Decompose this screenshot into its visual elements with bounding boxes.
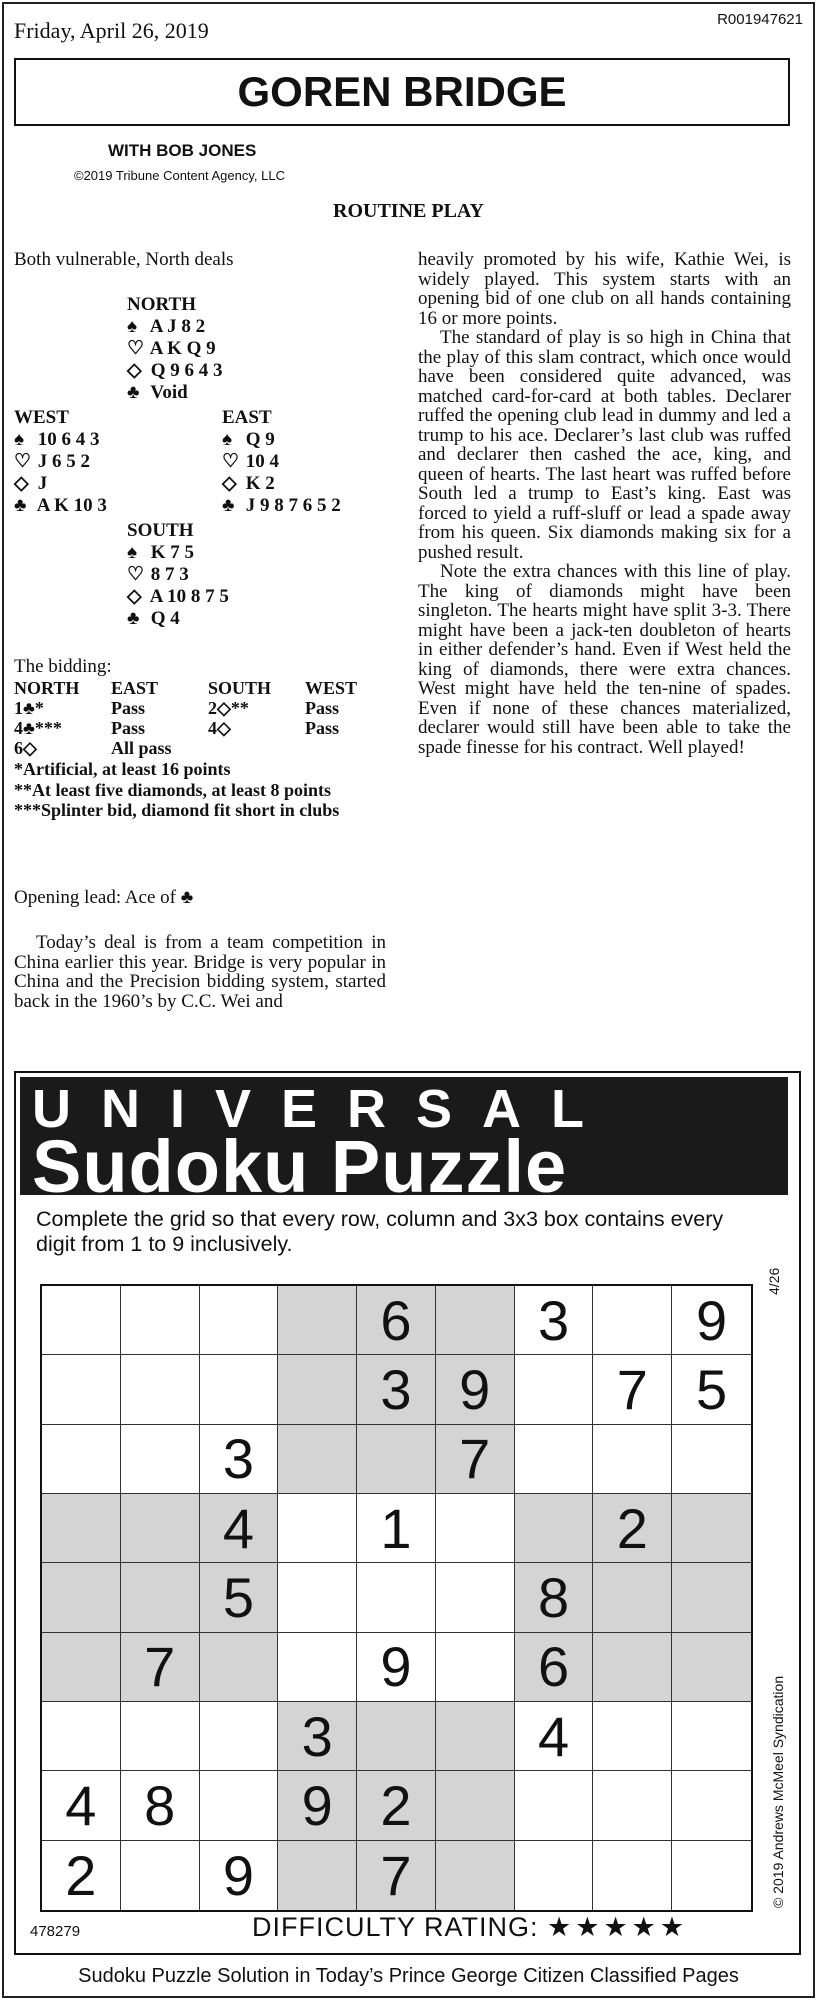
diamond-icon: ◇ <box>127 360 142 381</box>
sudoku-cell <box>121 1702 200 1771</box>
sudoku-cell: 9 <box>436 1355 515 1424</box>
sudoku-cell <box>672 1702 751 1771</box>
bid-cell: 1♣* <box>14 698 44 718</box>
hand-north <box>127 294 223 404</box>
club-icon: ♣ <box>14 495 27 516</box>
banner-main-text: Sudoku Puzzle <box>32 1125 568 1208</box>
north-spades: A J 8 2 <box>149 316 206 337</box>
bid-col-header: WEST <box>305 678 358 698</box>
sudoku-cell: 6 <box>357 1286 436 1355</box>
puzzle-id: 478279 <box>30 1923 81 1940</box>
heart-icon: ♡ <box>127 338 145 359</box>
sudoku-cell: 7 <box>593 1355 672 1424</box>
sudoku-cell: 4 <box>200 1494 279 1563</box>
difficulty-label: DIFFICULTY RATING: <box>252 1912 539 1942</box>
sudoku-cell: 9 <box>200 1841 279 1910</box>
sudoku-cell <box>357 1425 436 1494</box>
difficulty-stars: ★★★★★ <box>547 1912 689 1942</box>
spade-icon: ♠ <box>127 316 138 337</box>
bid-cell: 4◇ <box>208 718 231 738</box>
sudoku-cell: 9 <box>278 1771 357 1840</box>
sudoku-cell <box>42 1702 121 1771</box>
sudoku-cell <box>593 1771 672 1840</box>
sudoku-cell: 7 <box>436 1425 515 1494</box>
sudoku-cell <box>672 1771 751 1840</box>
sudoku-cell <box>42 1633 121 1702</box>
sudoku-cell: 6 <box>515 1633 594 1702</box>
article-body <box>418 250 791 757</box>
spade-icon: ♠ <box>14 429 25 450</box>
sudoku-cell <box>515 1841 594 1910</box>
sudoku-cell: 1 <box>357 1494 436 1563</box>
sudoku-cell: 8 <box>515 1563 594 1632</box>
sudoku-instructions: Complete the grid so that every row, column and 3x3 box contains every digit from 1 to 9 inclusively. <box>36 1207 724 1256</box>
sudoku-cell: 3 <box>515 1286 594 1355</box>
deal-intro: Both vulnerable, North deals <box>14 249 234 270</box>
hand-label: NORTH <box>127 294 197 315</box>
sudoku-cell <box>121 1286 200 1355</box>
publication-date: Friday, April 26, 2019 <box>14 18 209 43</box>
puzzle-date-code: 4/26 <box>766 1267 782 1295</box>
bid-cell: 4♣*** <box>14 718 62 738</box>
hand-label: WEST <box>14 407 69 428</box>
sudoku-cell: 8 <box>121 1771 200 1840</box>
sudoku-cell <box>278 1355 357 1424</box>
title-box <box>14 58 790 126</box>
column-title: GOREN BRIDGE <box>237 68 567 115</box>
sudoku-cell: 9 <box>672 1286 751 1355</box>
sudoku-grid <box>40 1284 753 1912</box>
sudoku-cell <box>672 1841 751 1910</box>
hand-south <box>127 520 229 630</box>
sudoku-cell <box>593 1633 672 1702</box>
sudoku-cell: 3 <box>278 1702 357 1771</box>
sudoku-cell <box>593 1841 672 1910</box>
north-diamonds: Q 9 6 4 3 <box>150 360 223 381</box>
sudoku-cell: 5 <box>200 1563 279 1632</box>
opening-lead: Opening lead: Ace of ♣ <box>14 887 194 908</box>
north-clubs: Void <box>150 382 188 403</box>
sudoku-cell <box>436 1563 515 1632</box>
sudoku-cell <box>121 1425 200 1494</box>
bid-cell: Pass <box>305 698 340 718</box>
bidding-title: The bidding: <box>14 656 112 677</box>
sudoku-cell <box>200 1633 279 1702</box>
sudoku-cell <box>278 1563 357 1632</box>
bidding-table <box>14 678 402 758</box>
sudoku-cell <box>200 1286 279 1355</box>
sudoku-cell <box>121 1355 200 1424</box>
sudoku-cell <box>278 1841 357 1910</box>
sudoku-cell <box>515 1494 594 1563</box>
bid-cell <box>305 738 402 758</box>
sudoku-cell <box>515 1355 594 1424</box>
sudoku-cell <box>42 1563 121 1632</box>
sudoku-cell: 9 <box>357 1633 436 1702</box>
sudoku-cell <box>200 1355 279 1424</box>
sudoku-cell <box>672 1633 751 1702</box>
sudoku-cell: 7 <box>121 1633 200 1702</box>
sudoku-cell <box>593 1286 672 1355</box>
sudoku-cell <box>672 1563 751 1632</box>
solution-note: Sudoku Puzzle Solution in Today’s Prince George Citizen Classified Pages <box>78 1965 739 1987</box>
south-clubs: Q 4 <box>150 608 180 629</box>
bid-col-header: NORTH <box>14 678 80 698</box>
south-hearts: 8 7 3 <box>150 564 189 585</box>
sudoku-cell <box>515 1425 594 1494</box>
sudoku-cell <box>593 1702 672 1771</box>
sudoku-cell <box>436 1286 515 1355</box>
north-hearts: A K Q 9 <box>149 338 216 359</box>
sudoku-cell <box>515 1771 594 1840</box>
sudoku-cell <box>278 1494 357 1563</box>
bid-col-header: EAST <box>111 678 159 698</box>
sudoku-cell <box>42 1494 121 1563</box>
sudoku-cell <box>42 1286 121 1355</box>
sudoku-cell: 2 <box>42 1841 121 1910</box>
banner-top-text: UNIVERSAL <box>32 1079 615 1139</box>
spade-icon: ♠ <box>222 429 233 450</box>
diamond-icon: ◇ <box>222 473 237 494</box>
bidding-note: *Artificial, at least 16 points <box>14 759 231 779</box>
article-paragraph: Today’s deal is from a team competition in China earlier this year. Bridge is very popular in China and the Precision bidding system, started back in the 1960’s by C.C. Wei and <box>14 932 386 1012</box>
heart-icon: ♡ <box>14 451 32 472</box>
hand-west <box>14 407 107 517</box>
sudoku-cell: 7 <box>357 1841 436 1910</box>
heart-icon: ♡ <box>222 451 240 472</box>
diamond-icon: ◇ <box>14 473 29 494</box>
bidding-notes <box>14 759 386 821</box>
sudoku-cell <box>436 1841 515 1910</box>
east-spades: Q 9 <box>245 429 275 450</box>
bid-cell: All pass <box>111 738 172 758</box>
article-paragraph: Note the extra chances with this line of play. The king of diamonds might have been singleton. The hearts might have split 3-3. There might have been a jack-ten doubleton of hearts in either defender’s hand. Even if West held the king of diamonds, there were extra chances. West might have held the ten-nine of spades. Even if none of these chances materialized, declarer would still have been able to take the spade finesse for his contract. Well played! <box>418 561 791 758</box>
byline: WITH BOB JONES <box>108 141 257 160</box>
sudoku-cell <box>672 1425 751 1494</box>
sudoku-cell <box>357 1702 436 1771</box>
sudoku-cell: 4 <box>515 1702 594 1771</box>
south-spades: K 7 5 <box>150 542 195 563</box>
sudoku-cell <box>278 1633 357 1702</box>
bid-cell: 6◇ <box>14 738 37 758</box>
difficulty-rating <box>252 1912 688 1943</box>
sudoku-cell <box>436 1633 515 1702</box>
sudoku-cell: 4 <box>42 1771 121 1840</box>
sudoku-cell <box>121 1841 200 1910</box>
east-diamonds: K 2 <box>245 473 275 494</box>
sudoku-cell <box>357 1563 436 1632</box>
sudoku-cell <box>593 1563 672 1632</box>
hand-label: EAST <box>222 407 272 428</box>
bid-cell: 2◇** <box>208 698 249 718</box>
west-hearts: J 6 5 2 <box>37 451 90 472</box>
sudoku-cell <box>278 1286 357 1355</box>
spade-icon: ♠ <box>127 542 138 563</box>
heart-icon: ♡ <box>127 564 145 585</box>
sudoku-cell <box>278 1425 357 1494</box>
hand-label: SOUTH <box>127 520 194 541</box>
sudoku-cell <box>200 1771 279 1840</box>
hand-east <box>222 407 341 517</box>
article-paragraph: heavily promoted by his wife, Kathie Wei, is widely played. This system starts with an opening bid of one club on all hands containing 16 or more points. <box>418 249 791 329</box>
west-spades: 10 6 4 3 <box>37 429 100 450</box>
club-icon: ♣ <box>127 608 140 629</box>
west-diamonds: J <box>37 473 48 494</box>
sudoku-cell <box>42 1425 121 1494</box>
bid-cell: Pass <box>111 718 146 738</box>
club-icon: ♣ <box>222 495 235 516</box>
sudoku-cell <box>436 1494 515 1563</box>
bid-cell: Pass <box>305 718 340 738</box>
east-hearts: 10 4 <box>245 451 279 472</box>
sudoku-cell <box>121 1494 200 1563</box>
syndication-credit: © 2019 Andrews McMeel Syndication <box>770 1675 786 1908</box>
bidding-note: ***Splinter bid, diamond fit short in clubs <box>14 800 340 820</box>
article-paragraph: The standard of play is so high in China that the play of this slam contract, which once would have been considered quite advanced, was matched card-for-card at both tables. Declarer ruffed the opening club lead in dummy and led a trump to his ace. Declarer’s last club was ruffed and declarer then cashed the ace, king, and queen of hearts. The last heart was ruffed before South led a trump to East’s king. East was forced to yield a ruff-sluff or lead a spade away from his queen. Six diamonds making six for a pushed result. <box>418 327 791 563</box>
sudoku-cell: 3 <box>200 1425 279 1494</box>
sudoku-cell <box>436 1771 515 1840</box>
bid-cell <box>208 738 305 758</box>
east-clubs: J 9 8 7 6 5 2 <box>245 495 341 516</box>
sudoku-cell: 2 <box>593 1494 672 1563</box>
sudoku-cell <box>436 1702 515 1771</box>
sudoku-cell: 3 <box>357 1355 436 1424</box>
sudoku-cell <box>42 1355 121 1424</box>
bid-cell: Pass <box>111 698 146 718</box>
sudoku-cell <box>121 1563 200 1632</box>
document-code: R001947621 <box>717 11 803 28</box>
south-diamonds: A 10 8 7 5 <box>149 586 229 607</box>
club-icon: ♣ <box>127 382 140 403</box>
west-clubs: A K 10 3 <box>36 495 107 516</box>
sudoku-cell <box>200 1702 279 1771</box>
sudoku-cell: 5 <box>672 1355 751 1424</box>
diamond-icon: ◇ <box>127 586 142 607</box>
article-headline: ROUTINE PLAY <box>333 200 484 222</box>
sudoku-cell <box>672 1494 751 1563</box>
sudoku-cell: 2 <box>357 1771 436 1840</box>
bidding-note: **At least five diamonds, at least 8 points <box>14 779 332 800</box>
copyright-notice: ©2019 Tribune Content Agency, LLC <box>74 168 285 183</box>
sudoku-cell <box>593 1425 672 1494</box>
bid-col-header: SOUTH <box>208 678 272 698</box>
